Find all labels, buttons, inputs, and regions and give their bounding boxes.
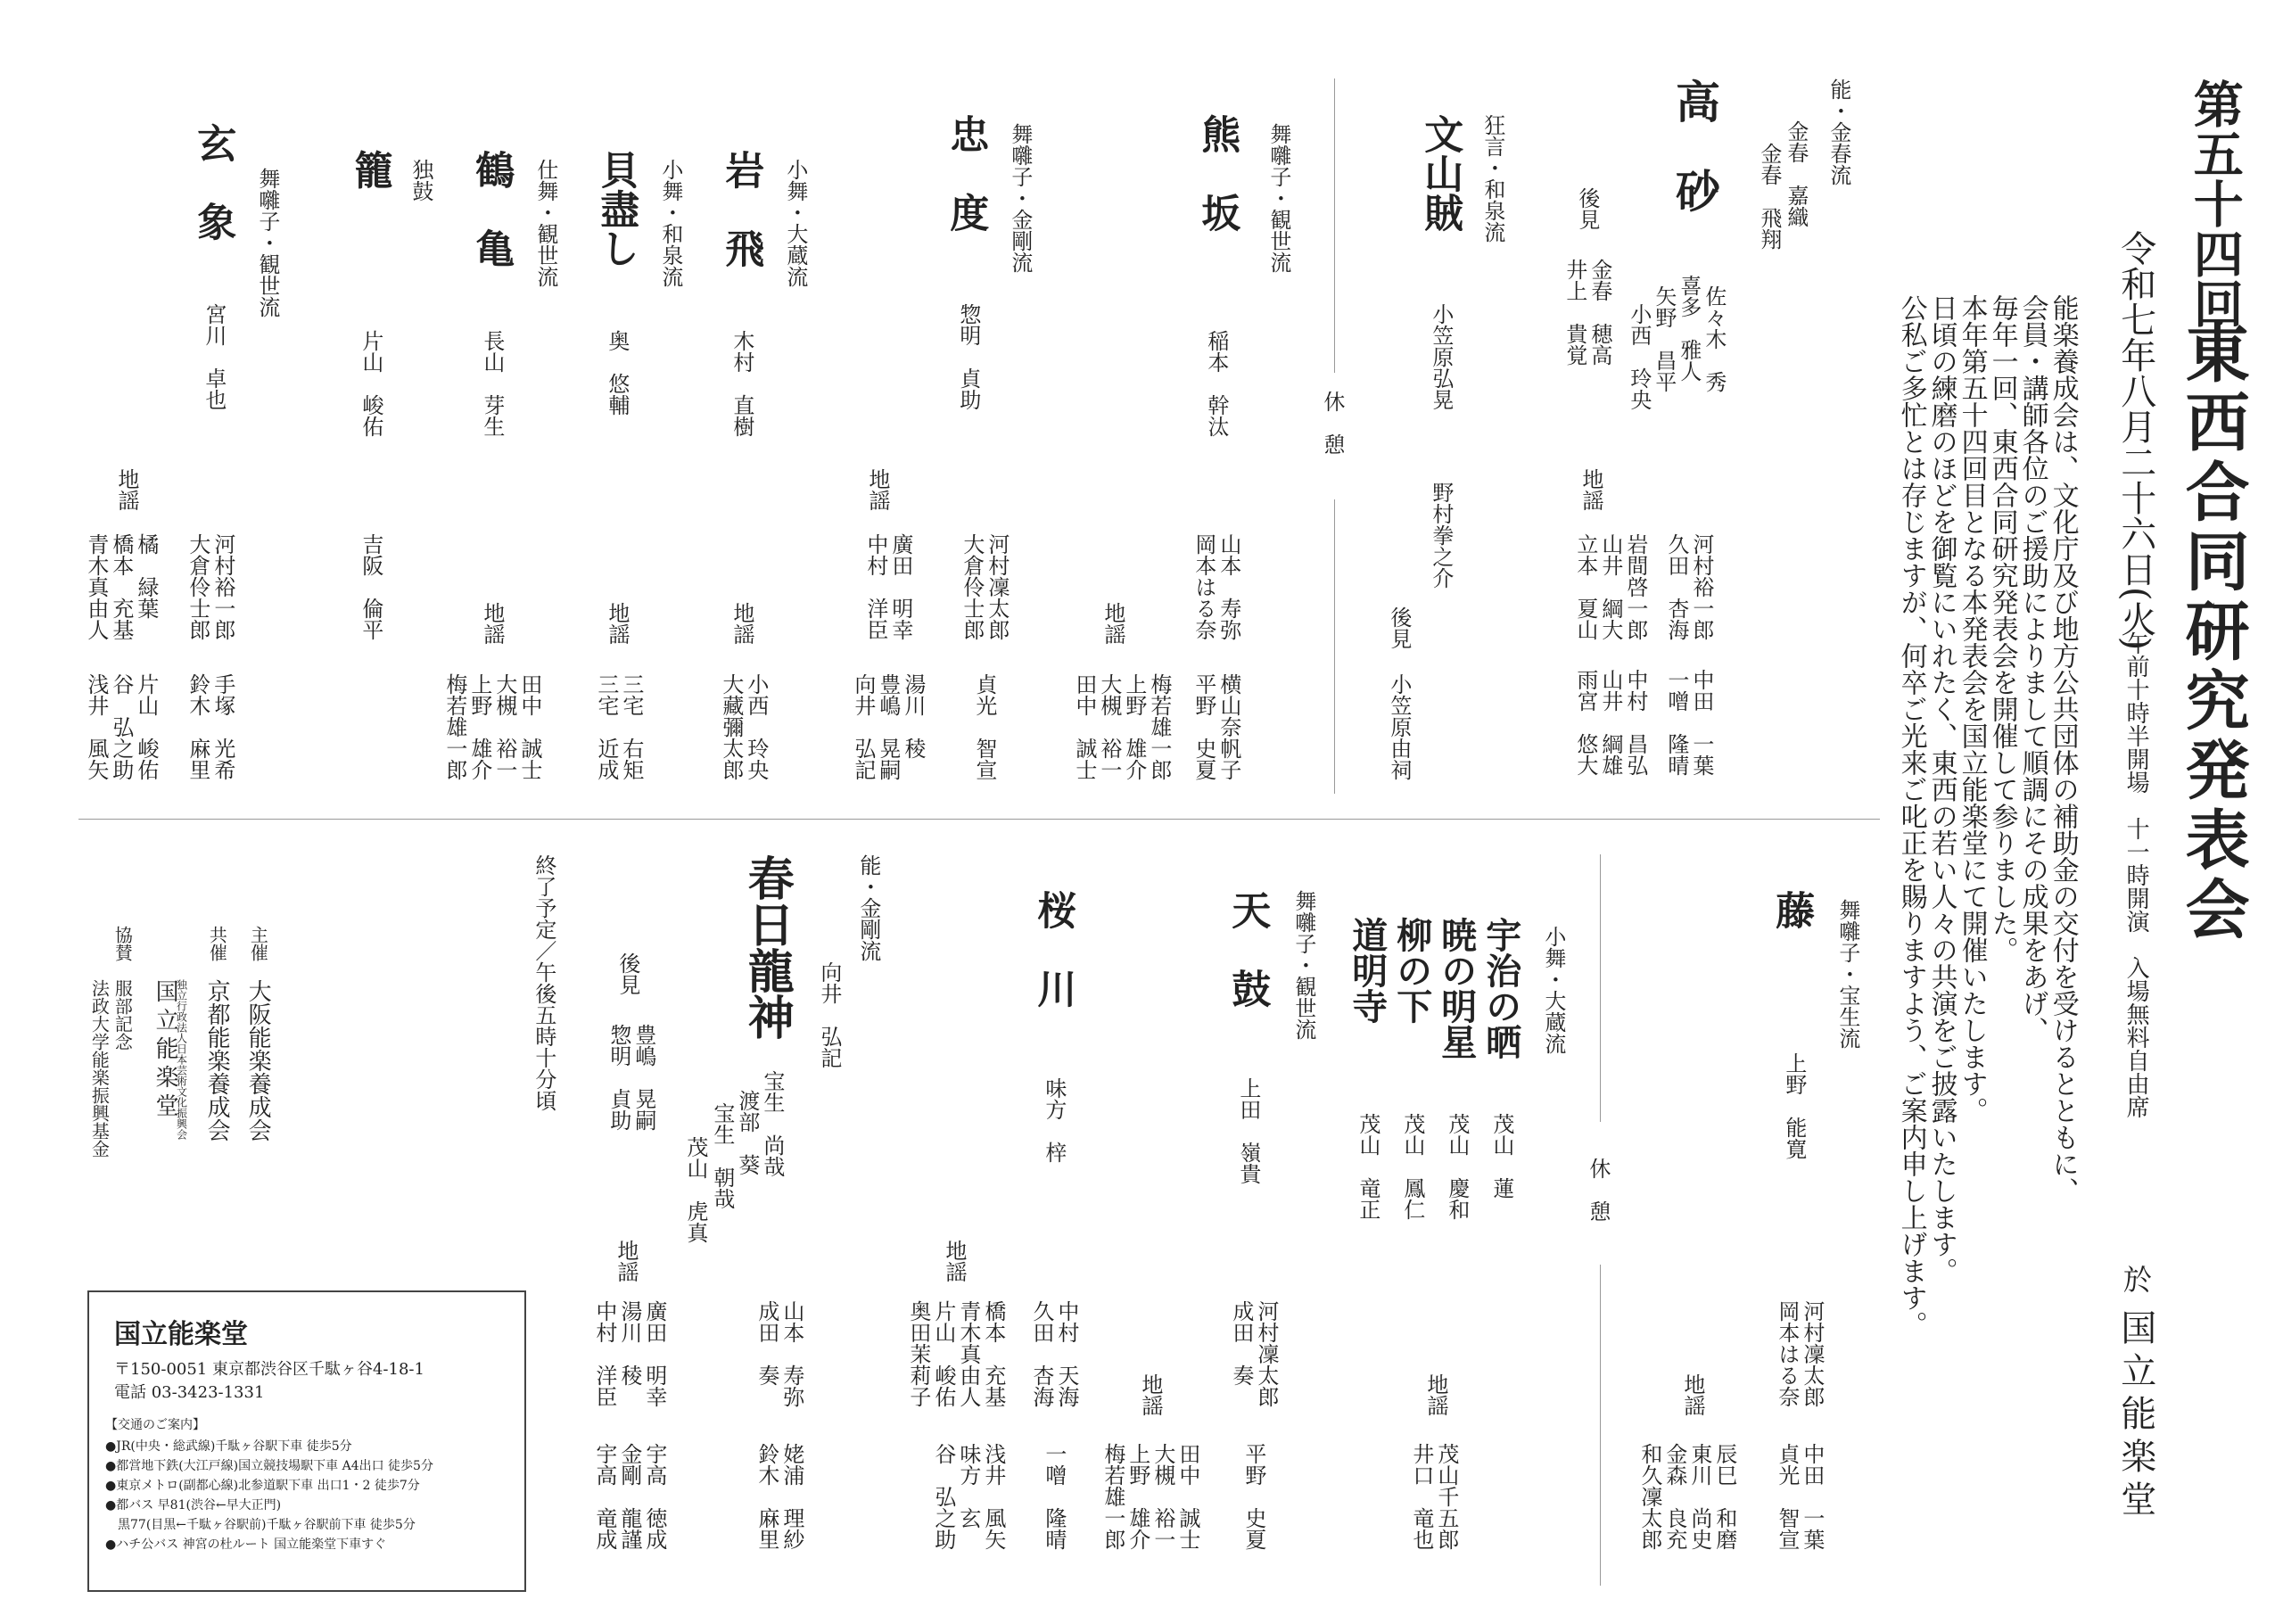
performer: 中田 一葉 bbox=[1688, 669, 1714, 776]
performer: 宝生 尚哉 bbox=[759, 1070, 785, 1177]
performer: 喜多 雅人 bbox=[1676, 275, 1702, 382]
performer: 豊嶋 晃嗣 bbox=[875, 673, 901, 780]
performer: 中村 洋臣 bbox=[862, 533, 888, 640]
koken-label: 後見 bbox=[1386, 606, 1412, 649]
performer: 姥浦 理紗 bbox=[779, 1443, 804, 1550]
access-tel: 電話 03-3423-1331 bbox=[114, 1383, 265, 1402]
performer: 立本 夏山 bbox=[1572, 533, 1598, 640]
performer: 中村 洋臣 bbox=[591, 1300, 617, 1407]
genre-label: 舞囃子・観世流 bbox=[1265, 123, 1291, 273]
access-guide-title: 【交通のご案内】 bbox=[105, 1418, 205, 1432]
access-address: 〒150-0051 東京都渋谷区千駄ヶ谷4-18-1 bbox=[114, 1360, 424, 1379]
performer: 廣田 明幸 bbox=[887, 533, 913, 640]
performer: 矢野 昌平 bbox=[1651, 285, 1677, 392]
access-route: ●JR(中央・総武線)千駄ヶ谷駅下車 徒歩5分 bbox=[105, 1439, 352, 1454]
performer: 梅若雄一郎 bbox=[1100, 1443, 1125, 1550]
performer: 一噌 隆晴 bbox=[1041, 1443, 1067, 1550]
performer: 稲本 幹汰 bbox=[1203, 330, 1229, 437]
performer: 山井 綱雄 bbox=[1597, 669, 1623, 776]
performer: 貞光 智宣 bbox=[971, 673, 997, 780]
performer: 橘 緑葉 bbox=[133, 533, 159, 619]
performer: 成田 奏 bbox=[754, 1300, 779, 1386]
performer: 横山奈帆子 bbox=[1216, 673, 1241, 780]
performer: 野村拳之介 bbox=[1428, 482, 1454, 589]
performer: 茂山 慶和 bbox=[1444, 1113, 1470, 1220]
performer: 井口 竜也 bbox=[1408, 1443, 1434, 1550]
program-title: 柳の下 bbox=[1390, 917, 1433, 1024]
performer: 小西 玲央 bbox=[1626, 303, 1652, 410]
organizer-note: 独立行政法人日本芸術文化振興会 bbox=[175, 979, 188, 1140]
jiutai-label: 地謡 bbox=[729, 602, 754, 645]
performer: 田中 誠士 bbox=[1174, 1443, 1200, 1550]
program-title: 熊 坂 bbox=[1194, 114, 1240, 232]
performer: 茂山 蓮 bbox=[1488, 1113, 1514, 1199]
section-divider bbox=[78, 819, 1880, 820]
venue-name: 国立能楽堂 bbox=[2114, 1309, 2156, 1523]
performer: 手塚 光希 bbox=[210, 673, 235, 780]
performer: 梅若雄一郎 bbox=[441, 673, 467, 780]
genre-label: 小舞・大蔵流 bbox=[782, 159, 808, 287]
greeting-line: 本年第五十四回目となる本発表会を国立能楽堂にて開催いたします。 bbox=[1956, 294, 1988, 1124]
performer: 梅若雄一郎 bbox=[1146, 673, 1172, 780]
intermission-divider bbox=[1334, 499, 1335, 794]
performer: 上田 嶺貴 bbox=[1235, 1077, 1261, 1184]
genre-label: 舞囃子・宝生流 bbox=[1834, 899, 1860, 1049]
event-schedule: 午前十時半開場 十一時開演 入場無料自由席 bbox=[2122, 631, 2150, 1118]
performer: 大槻 裕一 bbox=[1150, 1443, 1175, 1550]
performer: 青木真由人 bbox=[955, 1300, 981, 1407]
access-route: 黒77(目黒←千駄ヶ谷駅前)千駄ヶ谷駅前下車 徒歩5分 bbox=[105, 1518, 416, 1532]
genre-label: 小舞・大蔵流 bbox=[1540, 926, 1566, 1054]
organizer-label: 主催 bbox=[247, 926, 269, 961]
performer: 向井 弘記 bbox=[816, 961, 842, 1068]
end-time: 終了予定／午後五時十分頃 bbox=[531, 854, 556, 1111]
performer: 橋本 充基 bbox=[108, 533, 134, 640]
performer: 井上 貴覚 bbox=[1562, 259, 1587, 366]
performer: 大倉伶士郎 bbox=[959, 533, 985, 640]
performer: 宝生 朝哉 bbox=[709, 1102, 735, 1209]
intermission-divider bbox=[1600, 854, 1601, 1122]
intermission-label: 休 憩 bbox=[1319, 391, 1345, 455]
genre-label: 能・金春流 bbox=[1826, 78, 1851, 185]
greeting-line: 公私ご多忙とは存じますが、何卒ご光来ご叱正を賜りますよう、ご案内申し上げます。 bbox=[1895, 294, 1927, 1338]
performer: 成田 奏 bbox=[1228, 1300, 1254, 1386]
program-title: 天 鼓 bbox=[1224, 890, 1271, 1008]
jiutai-label: 地謡 bbox=[1137, 1373, 1163, 1416]
performer: 湯川 稜 bbox=[900, 673, 926, 759]
performer: 味方 梓 bbox=[1041, 1077, 1067, 1163]
koken-label: 後見 bbox=[1574, 187, 1600, 230]
event-date: 令和七年八月二十六日(火) bbox=[2114, 230, 2156, 651]
performer: 浅井 風矢 bbox=[83, 673, 109, 780]
program-title: 文山賊 bbox=[1417, 114, 1463, 232]
performer: 小西 玲央 bbox=[743, 673, 769, 780]
organizer-label: 協賛 bbox=[111, 926, 134, 961]
intermission-divider bbox=[1600, 1265, 1601, 1586]
genre-label: 独鼓 bbox=[408, 159, 433, 202]
genre-label: 小舞・和泉流 bbox=[657, 159, 683, 287]
performer: 小笠原由祠 bbox=[1386, 673, 1412, 780]
jiutai-label: 地謡 bbox=[941, 1240, 967, 1282]
performer: 吉阪 倫平 bbox=[358, 533, 383, 640]
performer: 宇高 徳成 bbox=[641, 1443, 667, 1550]
performer: 片山 峻佑 bbox=[930, 1300, 956, 1407]
genre-label: 狂言・和泉流 bbox=[1479, 114, 1505, 243]
program-title: 道明寺 bbox=[1346, 917, 1389, 1024]
access-route: ●ハチ公バス 神宮の杜ルート 国立能楽堂下車すぐ bbox=[105, 1537, 387, 1552]
genre-label: 舞囃子・観世流 bbox=[1290, 890, 1316, 1040]
performer: 金森 良充 bbox=[1661, 1443, 1687, 1550]
performer: 谷 弘之助 bbox=[108, 673, 134, 780]
program-title: 忠 度 bbox=[943, 114, 989, 232]
greeting-line: 日頃の練磨のほどを御覧にいれたく、東西の若い人々の共演をご披露いたします。 bbox=[1925, 294, 1957, 1284]
performer: 宮川 卓也 bbox=[201, 303, 227, 410]
venue-prefix: 於 bbox=[2118, 1265, 2153, 1293]
performer: 金春 穂高 bbox=[1587, 259, 1612, 366]
performer: 雨宮 悠大 bbox=[1572, 669, 1598, 776]
performer: 中村 昌弘 bbox=[1622, 669, 1648, 776]
access-route: ●都営地下鉄(大江戸線)国立競技場駅下車 A4出口 徒歩5分 bbox=[105, 1459, 433, 1473]
performer: 茂山 鳳仁 bbox=[1399, 1113, 1425, 1220]
program-title: 貝盡し bbox=[593, 150, 639, 268]
performer: 平野 史夏 bbox=[1240, 1443, 1266, 1550]
performer: 湯川 稜 bbox=[616, 1300, 642, 1386]
genre-label: 能・金剛流 bbox=[855, 854, 881, 961]
performer: 東川 尚史 bbox=[1686, 1443, 1712, 1550]
jiutai-label: 地謡 bbox=[1422, 1373, 1448, 1416]
performer: 鈴木 麻里 bbox=[754, 1443, 779, 1550]
performer: 小笠原弘晃 bbox=[1428, 303, 1454, 410]
access-route: ●東京メトロ(副都心線)北参道駅下車 出口1・2 徒歩7分 bbox=[105, 1479, 420, 1493]
performer: 上野 雄介 bbox=[466, 673, 492, 780]
performer: 橋本 充基 bbox=[980, 1300, 1006, 1407]
program-title: 鶴 亀 bbox=[468, 150, 515, 268]
performer: 山井 綱大 bbox=[1597, 533, 1623, 640]
performer: 山本 寿弥 bbox=[779, 1300, 804, 1407]
title-number: 第五十四回 bbox=[2185, 78, 2245, 328]
page-title: 東西合同研究発表会 bbox=[2174, 319, 2251, 945]
organizer: 法政大学能楽振興基金 bbox=[88, 979, 111, 1158]
performer: 佐々木 秀 bbox=[1701, 285, 1727, 392]
jiutai-label: 地謡 bbox=[479, 602, 505, 645]
performer: 渡部 葵 bbox=[734, 1090, 760, 1175]
performer: 茂山千五郎 bbox=[1433, 1443, 1459, 1550]
performer: 鈴木 麻里 bbox=[185, 673, 210, 780]
performer: 中田 一葉 bbox=[1799, 1443, 1825, 1550]
performer: 木村 直樹 bbox=[729, 330, 754, 437]
program-title: 桜 川 bbox=[1030, 890, 1076, 1008]
genre-label: 舞囃子・金剛流 bbox=[1007, 123, 1033, 273]
access-venue-name: 国立能楽堂 bbox=[114, 1319, 248, 1350]
performer: 河村凜太郎 bbox=[1799, 1300, 1825, 1407]
performer: 惣明 貞助 bbox=[955, 303, 981, 410]
performer: 久田 杏海 bbox=[1028, 1300, 1054, 1407]
performer: 大藏彌太郎 bbox=[718, 673, 744, 780]
program-title: 春日龍神 bbox=[739, 854, 795, 1040]
jiutai-label: 地謡 bbox=[1100, 602, 1125, 645]
jiutai-label: 地謡 bbox=[864, 468, 890, 511]
greeting-line: 能楽養成会は、文化庁及び地方公共団体の補助金の交付を受けるとともに、 bbox=[2047, 294, 2079, 1204]
organizer: 大阪能楽養成会 bbox=[244, 979, 272, 1142]
performer: 田中 誠士 bbox=[516, 673, 542, 780]
performer: 河村凜太郎 bbox=[984, 533, 1010, 640]
organizer: 京都能楽養成会 bbox=[203, 979, 231, 1142]
performer: 上野 雄介 bbox=[1125, 1443, 1150, 1550]
performer: 奥 悠輔 bbox=[604, 330, 630, 416]
performer: 田中 誠士 bbox=[1071, 673, 1097, 780]
performer: 上野 能寛 bbox=[1781, 1052, 1807, 1159]
performer: 久田 杏海 bbox=[1663, 533, 1689, 640]
performer: 味方 玄 bbox=[955, 1443, 981, 1529]
performer: 惣明 貞助 bbox=[606, 1024, 631, 1131]
performer: 岩間啓一郎 bbox=[1622, 533, 1648, 640]
program-title: 岩 飛 bbox=[718, 150, 764, 268]
program-title: 宇治の晒 bbox=[1479, 917, 1522, 1059]
performer: 大槻 裕一 bbox=[1096, 673, 1122, 780]
performer: 岡本はる奈 bbox=[1774, 1300, 1800, 1407]
jiutai-label: 地謡 bbox=[613, 1240, 639, 1282]
organizer: 服部記念 bbox=[111, 979, 134, 1051]
performer: 一噌 隆晴 bbox=[1663, 669, 1689, 776]
performer: 三宅 近成 bbox=[593, 673, 619, 780]
performer: 辰巳 和磨 bbox=[1711, 1443, 1737, 1550]
performer: 浅井 風矢 bbox=[980, 1443, 1006, 1550]
organizer-label: 共催 bbox=[206, 926, 228, 961]
koken-label: 後見 bbox=[614, 952, 640, 995]
performer: 河村凜太郎 bbox=[1253, 1300, 1279, 1407]
intermission-label: 休 憩 bbox=[1585, 1158, 1611, 1222]
program-title: 玄 象 bbox=[190, 123, 236, 241]
jiutai-label: 地謡 bbox=[1578, 468, 1603, 511]
performer: 豊嶋 晃嗣 bbox=[631, 1024, 656, 1131]
access-box bbox=[87, 1290, 526, 1592]
performer: 茂山 虎真 bbox=[682, 1136, 708, 1243]
performer: 金剛 龍謹 bbox=[616, 1443, 642, 1550]
organizer: 国立能楽堂 bbox=[152, 979, 179, 1122]
performer: 長山 芽生 bbox=[479, 330, 505, 437]
performer: 貞光 智宣 bbox=[1774, 1443, 1800, 1550]
program-title: 藤 bbox=[1768, 890, 1815, 929]
performer: 和久凜太郎 bbox=[1636, 1443, 1662, 1550]
access-route: ●都バス 早81(渋谷←早大正門) bbox=[105, 1498, 282, 1513]
performer: 河村裕一郎 bbox=[210, 533, 235, 640]
performer: 大倉伶士郎 bbox=[185, 533, 210, 640]
genre-label: 舞囃子・観世流 bbox=[254, 168, 280, 317]
performer: 平野 史夏 bbox=[1191, 673, 1216, 780]
performer: 片山 峻佑 bbox=[358, 330, 383, 437]
performer: 青木真由人 bbox=[83, 533, 109, 640]
performer: 谷 弘之助 bbox=[930, 1443, 956, 1550]
performer: 岡本はる奈 bbox=[1191, 533, 1216, 640]
performer: 向井 弘記 bbox=[850, 673, 876, 780]
intermission-divider bbox=[1334, 78, 1335, 373]
program-title: 高 砂 bbox=[1669, 78, 1721, 212]
jiutai-label: 地謡 bbox=[113, 468, 139, 511]
performer: 廣田 明幸 bbox=[641, 1300, 667, 1407]
performer: 河村裕一郎 bbox=[1688, 533, 1714, 640]
performer: 宇高 竜成 bbox=[591, 1443, 617, 1550]
performer: 上野 雄介 bbox=[1121, 673, 1147, 780]
performer: 茂山 竜正 bbox=[1355, 1113, 1381, 1220]
performer: 片山 峻佑 bbox=[133, 673, 159, 780]
jiutai-label: 地謡 bbox=[1679, 1373, 1705, 1416]
performer: 中村 天海 bbox=[1053, 1300, 1079, 1407]
performer: 三宅 右矩 bbox=[618, 673, 644, 780]
greeting-line: 毎年一回、東西合同研究発表会を開催して参りました。 bbox=[1986, 294, 2018, 963]
performer: 大槻 裕一 bbox=[491, 673, 517, 780]
program-title: 暁の明星 bbox=[1435, 917, 1478, 1059]
performer: 金春 飛翔 bbox=[1756, 143, 1782, 250]
jiutai-label: 地謡 bbox=[604, 602, 630, 645]
performer: 山本 寿弥 bbox=[1216, 533, 1241, 640]
performer: 金春 嘉織 bbox=[1783, 120, 1809, 227]
genre-label: 仕舞・観世流 bbox=[532, 159, 558, 287]
program-title: 籠 bbox=[347, 150, 393, 189]
greeting-line: 会員・講師各位のご援助によりまして順調にその成果をあげ、 bbox=[2016, 294, 2048, 1043]
performer: 奥田茉莉子 bbox=[905, 1300, 931, 1407]
